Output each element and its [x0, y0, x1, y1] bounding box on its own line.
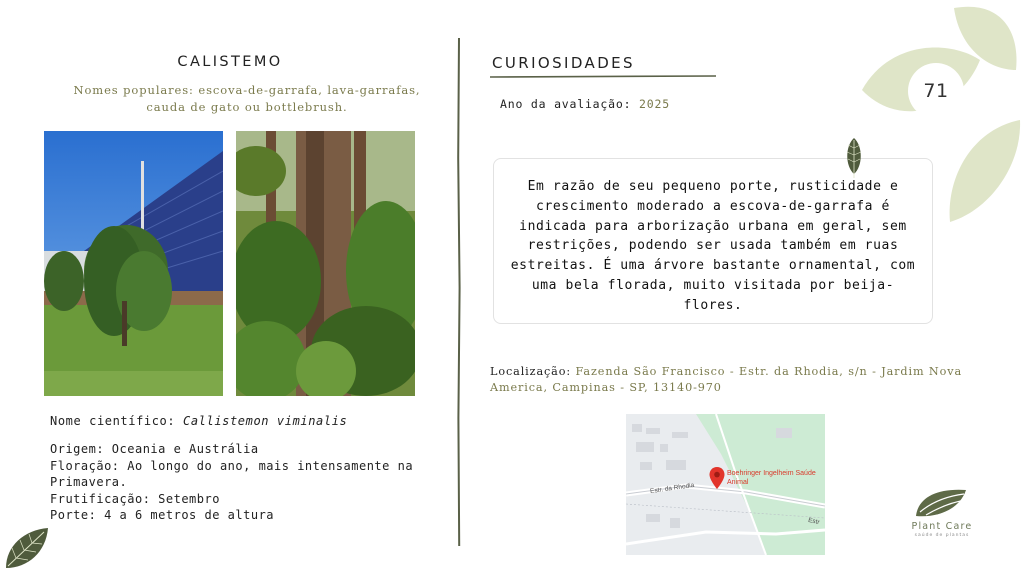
- tree-photo-trunk: [236, 131, 415, 396]
- brand-tagline: saúde de plantas: [914, 533, 970, 538]
- map-place-label: Boehringer Ingelheim Saúde Animal: [727, 470, 816, 486]
- evaluation-year-value: 2025: [639, 97, 670, 111]
- title-underline: [490, 74, 716, 80]
- page-number-badge: 71: [908, 63, 964, 119]
- curiosities-title: CURIOSIDADES: [492, 54, 635, 72]
- plant-care-logo-icon: [912, 486, 972, 520]
- location-map[interactable]: [626, 414, 825, 555]
- fact-flowering: Floração: Ao longo do ano, mais intensamente na Primavera.: [50, 458, 414, 490]
- fact-fruiting: Frutificação: Setembro: [50, 491, 220, 506]
- column-divider: [454, 38, 464, 546]
- fact-origin: Origem: Oceania e Austrália: [50, 442, 259, 456]
- tree-photo-full: [44, 131, 223, 396]
- brand-name: Plant Care: [911, 521, 973, 532]
- species-facts: [50, 441, 430, 524]
- leaf-icon: [2, 526, 50, 572]
- species-title: CALISTEMO: [177, 54, 283, 70]
- location-label: Localização:: [490, 365, 572, 378]
- map-road-label-secondary: Estr: [807, 516, 821, 527]
- curiosity-text: Em razão de seu pequeno porte, rusticidade e crescimento moderado a escova-de-garrafa é indicada para arborização urbana em geral, sem restrições, podendo ser usada também em ruas estreitas. É uma árvore bastante ornamental, com uma bela florada, muito visitada por beija-flores.: [510, 179, 916, 313]
- evaluation-year-label: Ano da avaliação:: [500, 97, 632, 111]
- location-value: Fazenda São Francisco - Estr. da Rhodia, s/n - Jardim Nova America, Campinas - SP, 13140-970: [490, 365, 963, 394]
- map-road-label: Estr. da Rhodia: [649, 481, 695, 496]
- scientific-name-value: Callistemon viminalis: [183, 414, 348, 428]
- fact-size: Porte: 4 a 6 metros de altura: [50, 508, 275, 523]
- evaluation-year: [500, 97, 670, 111]
- location: [490, 364, 990, 395]
- scientific-name: [50, 414, 450, 428]
- leaf-icon: [843, 138, 865, 178]
- map-pin-icon[interactable]: [709, 467, 725, 489]
- popular-names: Nomes populares: escova-de-garrafa, lava-garrafas, cauda de gato ou bottlebrush.: [73, 83, 421, 114]
- scientific-name-label: Nome científico:: [50, 414, 176, 428]
